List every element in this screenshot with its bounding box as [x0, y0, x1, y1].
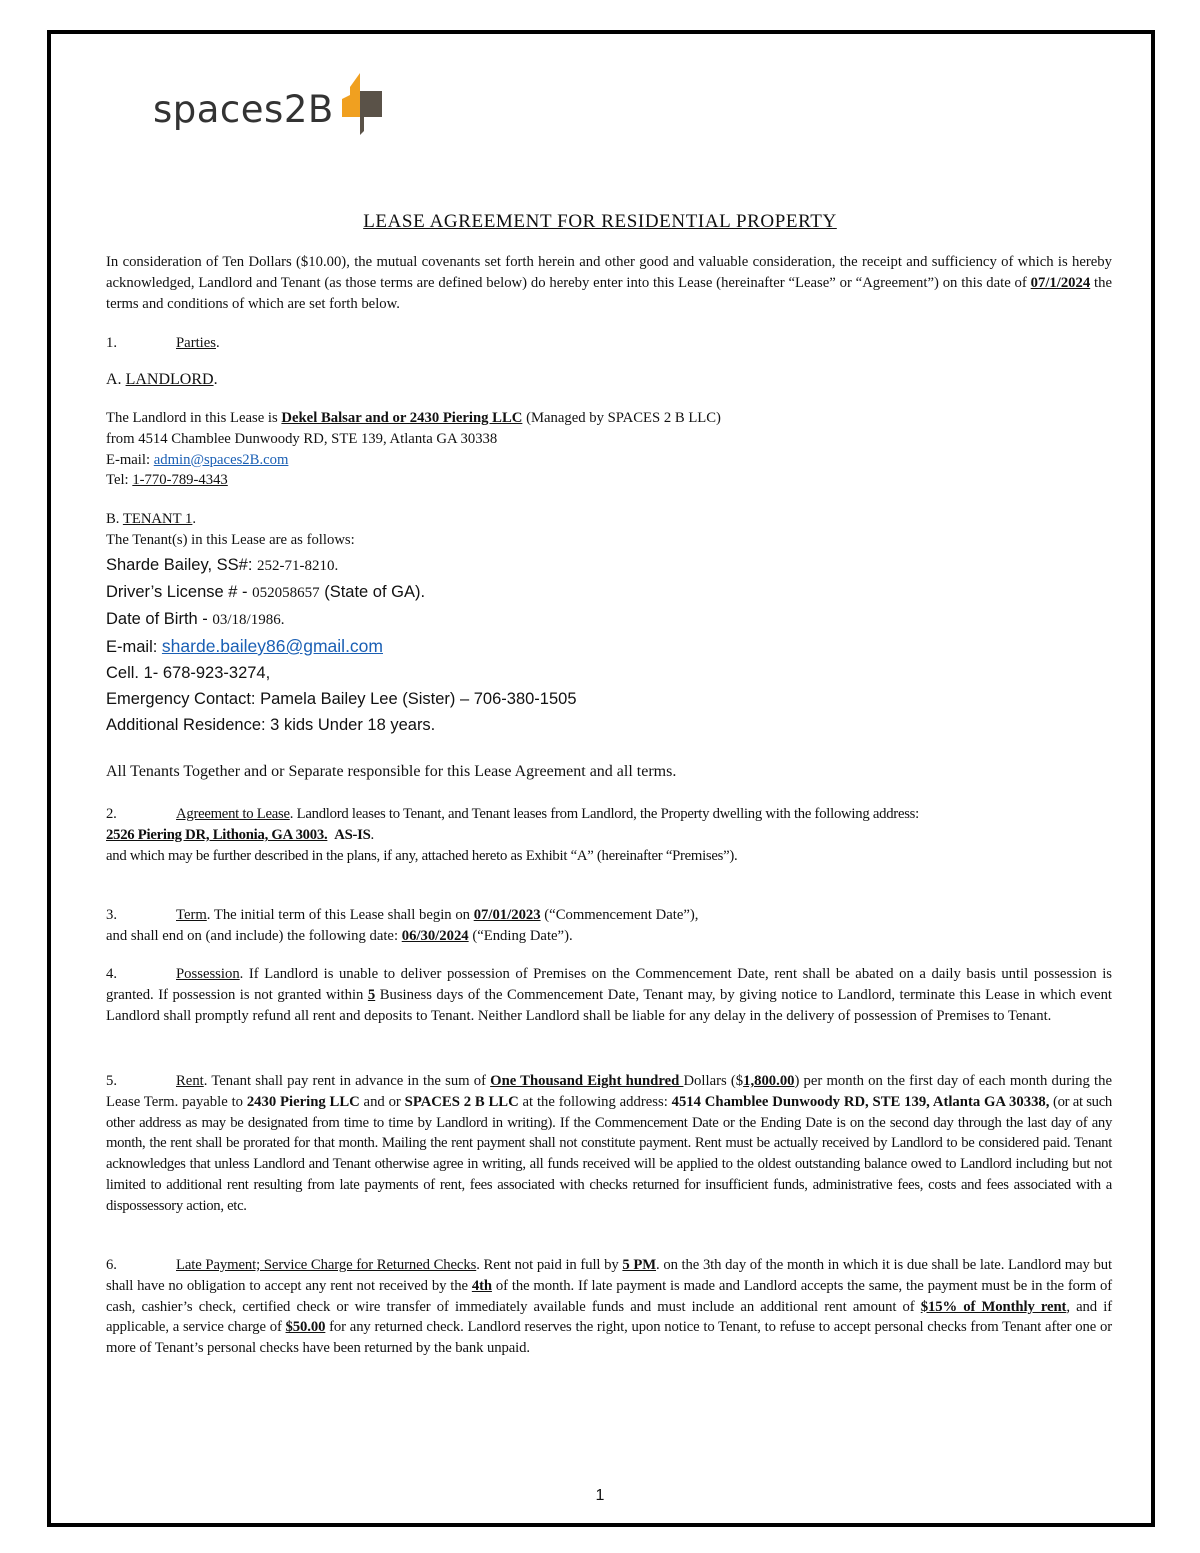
landlord-email-link[interactable]: admin@spaces2B.com — [153, 451, 289, 468]
property-address: 2526 Piering DR, Lithonia, GA 3003. — [106, 826, 328, 843]
rent-amount-words: One Thousand Eight hundred — [490, 1073, 684, 1089]
section-4: 4. Possession. If Landlord is unable to deliver possession of Premises on the Commencement Date, rent shall be abated on a daily basis until possession is granted. If possession is not granted within 5 Business days of the Commencement Date, Tenant may, by giving notice to Landlord, terminate this Lease in which event Landlord shall promptly refund all rent and deposits to Tenant. Neither Landlord shall be liable for any delay in the delivery of possession of Premises to Tenant. — [106, 966, 1112, 1024]
all-tenants-statement: All Tenants Together and or Separate responsible for this Lease Agreement and all terms. — [106, 763, 677, 780]
commencement-date: 07/01/2023 — [473, 907, 541, 923]
rent-amount: 1,800.00 — [743, 1073, 795, 1089]
company-logo — [153, 83, 384, 135]
document-title: LEASE AGREEMENT FOR RESIDENTIAL PROPERTY — [363, 211, 837, 232]
intro-paragraph: In consideration of Ten Dollars ($10.00), the mutual covenants set forth herein and other good and valuable consideration, the receipt and sufficiency of which is hereby acknowledged, Landlord and Tenant (as those terms are defined below) do hereby enter into this Lease (hereinafter “Lease” or “Agreement”) on this date of 07/1/2024 the terms and conditions of which are set forth below. — [106, 254, 1112, 312]
section-3: 3. Term. The initial term of this Lease shall begin on 07/01/2023 (“Commencement Date”), and shall end on (and include) the following date: 06/30/2024 (“Ending Date”). — [106, 907, 699, 944]
section-5: 5. Rent. Tenant shall pay rent in advance in the sum of One Thousand Eight hundred Dollars ($1,800.00) per month on the first day of each month during the Lease Term. payable to 2430 Piering LLC and or SPACES 2 B LLC at the following address: 4514 Chamblee Dunwoody RD, STE 139, Atlanta GA 30338, (or at such other address as may be designated from time to time by Landlord in writing). If the Commencement Date or the Ending Date is on the second day through the last day of any month, the rent shall be prorated for that month. Mailing the rent payment shall not constitute payment. Rent must be actually received by Landlord to be considered paid. Tenant acknowledges that unless Landlord and Tenant otherwise agree in writing, all funds received will be applied to the oldest outstanding balance owed to Landlord including but not limited to additional rent resulting from late payments of rent, fees associated with checks returned for insufficient funds, administrative fees, costs and fees associated with a dispossessory action, etc. — [106, 1073, 1112, 1214]
landlord-name: Dekel Balsar and or 2430 Piering LLC — [281, 410, 523, 426]
landlord-address: from 4514 Chamblee Dunwoody RD, STE 139, Atlanta GA 30338 — [106, 430, 498, 447]
landlord-block: The Landlord in this Lease is Dekel Balsar and or 2430 Piering LLC (Managed by SPACES 2 B LLC) from 4514 Chamblee Dunwoody RD, STE 139, Atlanta GA 30338 E-mail: admin@spaces2B.com Tel: 1-770-789-4343 — [106, 408, 1112, 491]
section-1-heading: 1. Parties. — [106, 335, 220, 351]
lease-date: 07/1/2024 — [1030, 274, 1091, 291]
ending-date: 06/30/2024 — [401, 927, 469, 944]
late-fee: $15% of Monthly rent — [920, 1298, 1067, 1315]
page-number: 1 — [595, 1487, 605, 1504]
tenant-details: Sharde Bailey, SS#: 252-71-8210. Driver’s License # - 052058657 (State of GA). Date of Birth - 03/18/1986. E-mail: sharde.bailey86@gmail.com Cell. 1- 678-923-3274, Emergency Contact: Pamela Bailey Lee (Sister) – 706-380-1505 Additional Residence: 3 kids Under 18 years. — [106, 556, 577, 734]
landlord-tel: 1-770-789-4343 — [132, 472, 228, 489]
logo-text: spaces2B — [153, 87, 334, 131]
landlord-heading: A. LANDLORD. — [106, 371, 218, 388]
tenant-email-link[interactable]: sharde.bailey86@gmail.com — [161, 636, 383, 656]
section-6: 6. Late Payment; Service Charge for Returned Checks. Rent not paid in full by 5 PM. on the 3th day of the month in which it is due shall be late. Landlord may but shall have no obligation to accept any rent not received by the 4th of the month. If late payment is made and Landlord accepts the same, the payment must be in the form of cash, cashier’s check, certified check or wire transfer of immediately available funds and must include an additional rent amount of $15% of Monthly rent, and if applicable, a service charge of $50.00 for any returned check. Landlord reserves the right, upon notice to Tenant, to refuse to accept personal checks from Tenant after one or more of Tenant’s personal checks have been returned by the bank unpaid. — [106, 1257, 1113, 1357]
returned-check-charge: $50.00 — [285, 1319, 326, 1336]
logo-mark-icon — [338, 73, 384, 135]
section-2: 2. Agreement to Lease. Landlord leases to Tenant, and Tenant leases from Landlord, the Property dwelling with the following address: 2526 Piering DR, Lithonia, GA 3003. AS-IS. and which may be further described in the plans, if any, attached hereto as Exhibit “A” (hereinafter “Premises”). — [106, 806, 919, 864]
tenant-block: B. TENANT 1. The Tenant(s) in this Lease are as follows: — [106, 511, 355, 548]
